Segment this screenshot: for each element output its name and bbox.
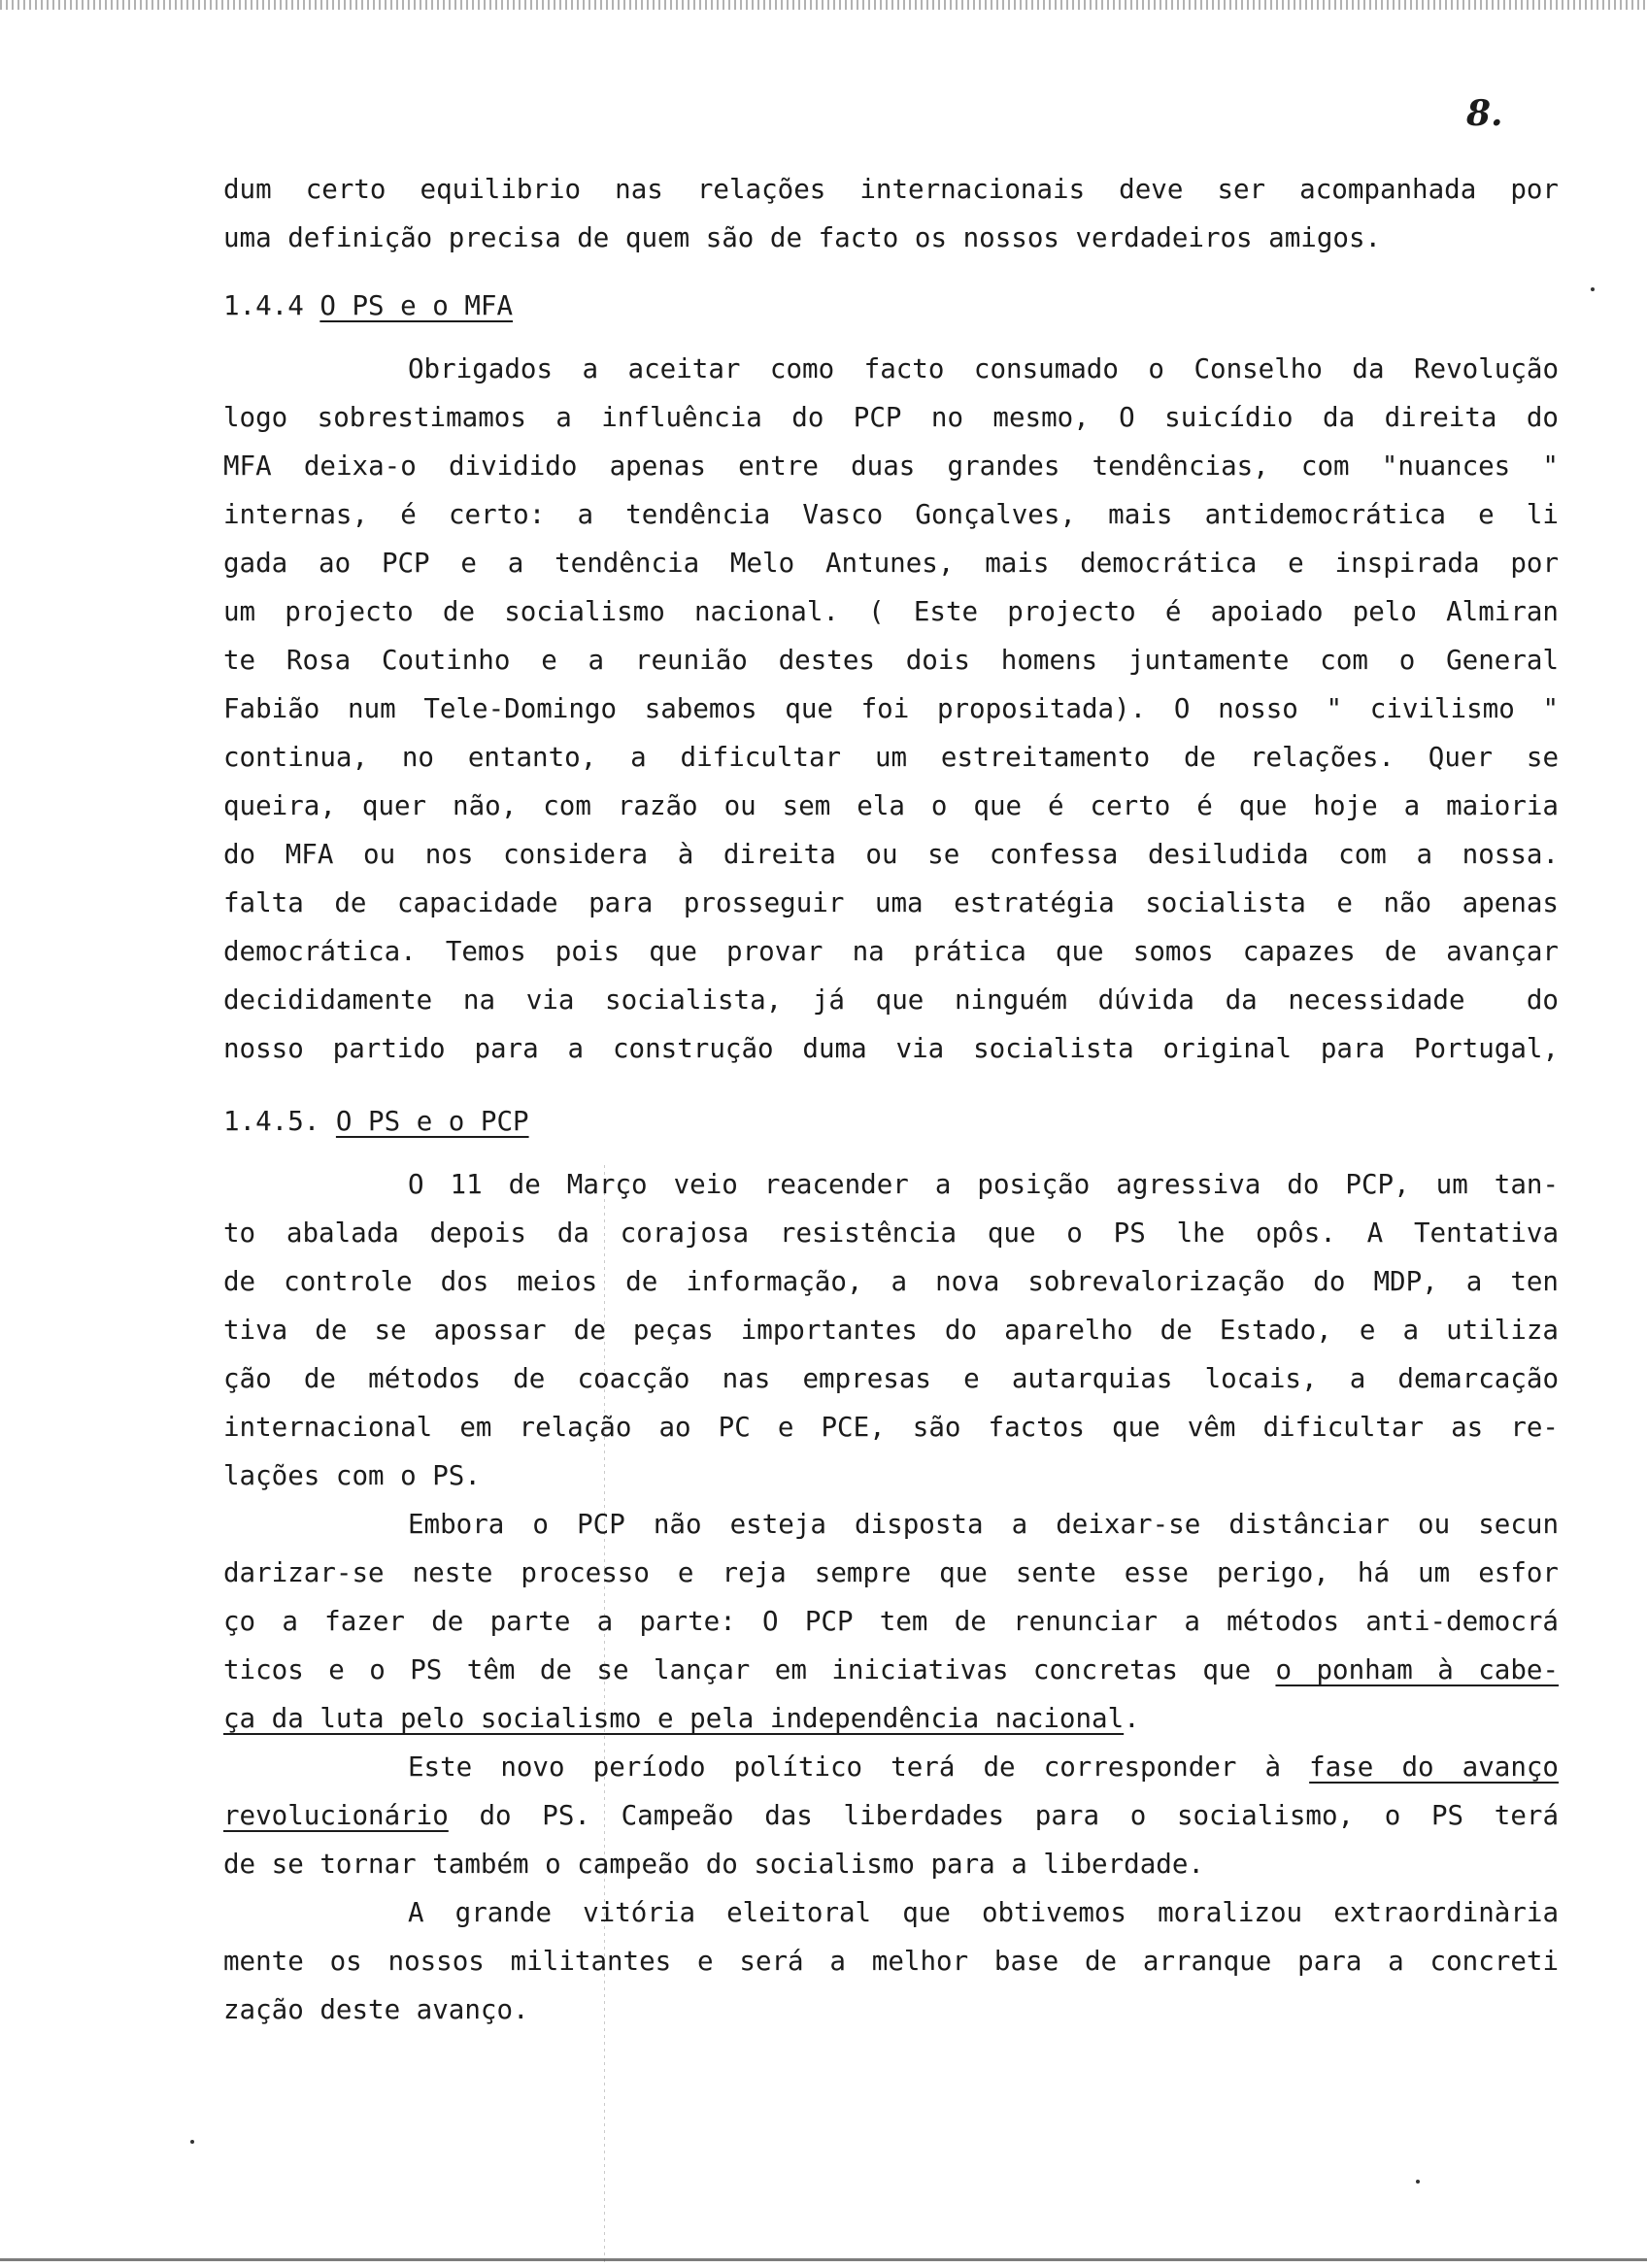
text-line: Obrigados a aceitar como facto consumado o Conselho da Revolução xyxy=(408,353,1559,384)
section-title: O PS e o PCP xyxy=(335,1106,529,1137)
text-line xyxy=(408,1743,1559,1791)
text-line: A grande vitória eleitoral que obtivemos moralizou extraordinàriа xyxy=(408,1897,1559,1928)
section-number: 1.4.5. xyxy=(223,1106,320,1137)
text-fragment: Este novo período político terá de corresponder à xyxy=(408,1751,1310,1783)
scan-top-edge xyxy=(0,0,1647,10)
scan-bottom-edge xyxy=(0,2258,1647,2261)
text-line: decididamente na via socialista, já que ninguém dúvida da necessidade do xyxy=(223,984,1559,1016)
text-line: to abalada depois da corajosa resistência que o PS lhe opôs. A Tentativa xyxy=(223,1217,1559,1249)
text-line: tiva de se apossar de peças importantes do aparelho de Estado, e a utiliza xyxy=(223,1315,1559,1346)
text-line: darizar-se neste processo e reja sempre que sente esse perigo, há um esfor xyxy=(223,1557,1559,1588)
text-fragment: . xyxy=(1124,1703,1140,1734)
text-fragment: ticos e o PS têm de se lançar em iniciativas concretas que xyxy=(223,1654,1276,1685)
text-line: O 11 de Março veio reacender a posição agressiva do PCP, um tan- xyxy=(408,1169,1559,1200)
text-line: continua, no entanto, a dificultar um estreitamento de relações. Quer se xyxy=(223,742,1559,773)
scan-speck xyxy=(190,2140,194,2144)
text-line: de se tornar também o campeão do socialismo para a liberdade. xyxy=(223,1849,1204,1880)
text-line xyxy=(223,1791,1559,1840)
scan-speck xyxy=(1416,2180,1420,2184)
section-number: 1.4.4 xyxy=(223,290,304,321)
section-title: O PS e o MFA xyxy=(319,290,514,321)
text-line: um projecto de socialismo nacional. ( Este projecto é apoiado pelo Almiran xyxy=(223,596,1559,627)
underlined-phrase: ça da luta pelo socialismo e pela independência nacional xyxy=(223,1703,1125,1734)
text-line: Fabião num Tele-Domingo sabemos que foi propositada). O nosso " civilismo " xyxy=(223,693,1559,724)
text-line: nosso partido para a construção duma via socialista original para Portugal, xyxy=(223,1033,1559,1064)
text-fragment: do PS. Campeão das liberdades para o socialismo, o PS terá xyxy=(448,1800,1559,1831)
text-line: te Rosa Coutinho e a reunião destes dois homens juntamente com o General xyxy=(223,645,1559,676)
text-line: Embora o PCP não esteja disposta a deixar-se distânciar ou secun xyxy=(408,1509,1559,1540)
underlined-phrase: o ponham à cabe- xyxy=(1275,1654,1560,1685)
text-line: queira, quer não, com razão ou sem ela o que é certo é que hoje a maioria xyxy=(223,790,1559,821)
text-line xyxy=(223,1646,1559,1694)
scan-speck xyxy=(1591,287,1595,291)
text-line: MFA deixa-o dividido apenas entre duas grandes tendências, com "nuances " xyxy=(223,450,1559,482)
underlined-phrase: revolucionário xyxy=(223,1800,449,1831)
text-line: gada ao PCP e a tendência Melo Antunes, mais democrática e inspirada por xyxy=(223,548,1559,579)
section-heading-145 xyxy=(223,1097,529,1146)
text-line: falta de capacidade para prosseguir uma estratégia socialista e não apenas xyxy=(223,887,1559,918)
text-line: do MFA ou nos considera à direita ou se confessa desiludida com a nossa. xyxy=(223,839,1559,870)
text-line: de controle dos meios de informação, a nova sobrevalorização do MDP, a ten xyxy=(223,1266,1559,1297)
underlined-phrase: fase do avanço xyxy=(1309,1751,1559,1783)
section-heading-144 xyxy=(223,282,513,330)
text-line: ção de métodos de coacção nas empresas e autarquias locais, a demarcação xyxy=(223,1363,1559,1394)
text-line: lações com o PS. xyxy=(223,1460,481,1491)
text-line: ço a fazer de parte a parte: O PCP tem de renunciar a métodos anti-democrá xyxy=(223,1606,1559,1637)
text-line xyxy=(223,1694,1559,1743)
text-line: internacional em relação ao PC e PCE, são factos que vêm dificultar as re- xyxy=(223,1412,1559,1443)
opening-line-2: uma definição precisa de quem são de facto os nossos verdadeiros amigos. xyxy=(223,222,1382,253)
opening-line-1: dum certo equilibrio nas relações internacionais deve ser acompanhada por xyxy=(223,174,1559,205)
text-line: logo sobrestimamos a influência do PCP no mesmo, O suicídio da direita do xyxy=(223,402,1559,433)
text-line: internas, é certo: a tendência Vasco Gonçalves, mais antidemocrática e li xyxy=(223,499,1559,530)
page-number: 8. xyxy=(1466,93,1503,134)
text-line: democrática. Temos pois que provar na prática que somos capazes de avançar xyxy=(223,936,1559,967)
text-line: mente os nossos militantes e será a melhor base de arranque para a concreti xyxy=(223,1946,1559,1977)
text-line: zação deste avanço. xyxy=(223,1994,529,2025)
